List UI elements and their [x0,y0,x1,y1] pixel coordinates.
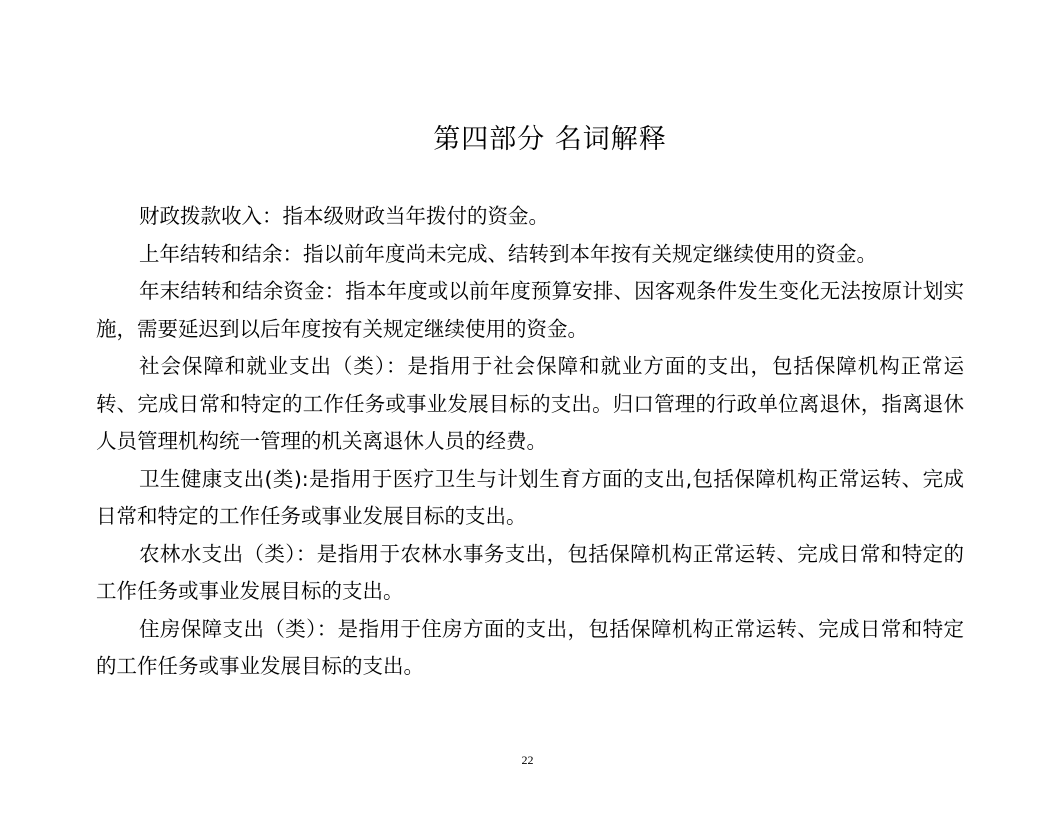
glossary-paragraph: 农林水支出（类）：是指用于农林水事务支出，包括保障机构正常运转、完成日常和特定的工作任务或事业发展目标的支出。 [96,541,964,603]
glossary-body [96,198,964,686]
glossary-paragraph: 财政拨款收入：指本级财政当年拨付的资金。 [139,204,549,228]
page-number: 22 [521,753,534,767]
glossary-paragraph: 年末结转和结余资金：指本年度或以前年度预算安排、因客观条件发生变化无法按原计划实施，需要延迟到以后年度按有关规定继续使用的资金。 [96,279,964,341]
glossary-paragraph: 上年结转和结余：指以前年度尚未完成、结转到本年按有关规定继续使用的资金。 [139,241,877,266]
glossary-paragraph: 住房保障支出（类）：是指用于住房方面的支出，包括保障机构正常运转、完成日常和特定的工作任务或事业发展目标的支出。 [96,616,964,678]
glossary-paragraph: 社会保障和就业支出（类）：是指用于社会保障和就业方面的支出，包括保障机构正常运转、完成日常和特定的工作任务或事业发展目标的支出。归口管理的行政单位离退休，指离退休人员管理机构统一管理的机关离退休人员的经费。 [96,354,964,453]
section-title: 第四部分 名词解释 [433,124,667,155]
glossary-paragraph: 卫生健康支出(类):是指用于医疗卫生与计划生育方面的支出,包括保障机构正常运转、完成日常和特定的工作任务或事业发展目标的支出。 [96,466,964,528]
